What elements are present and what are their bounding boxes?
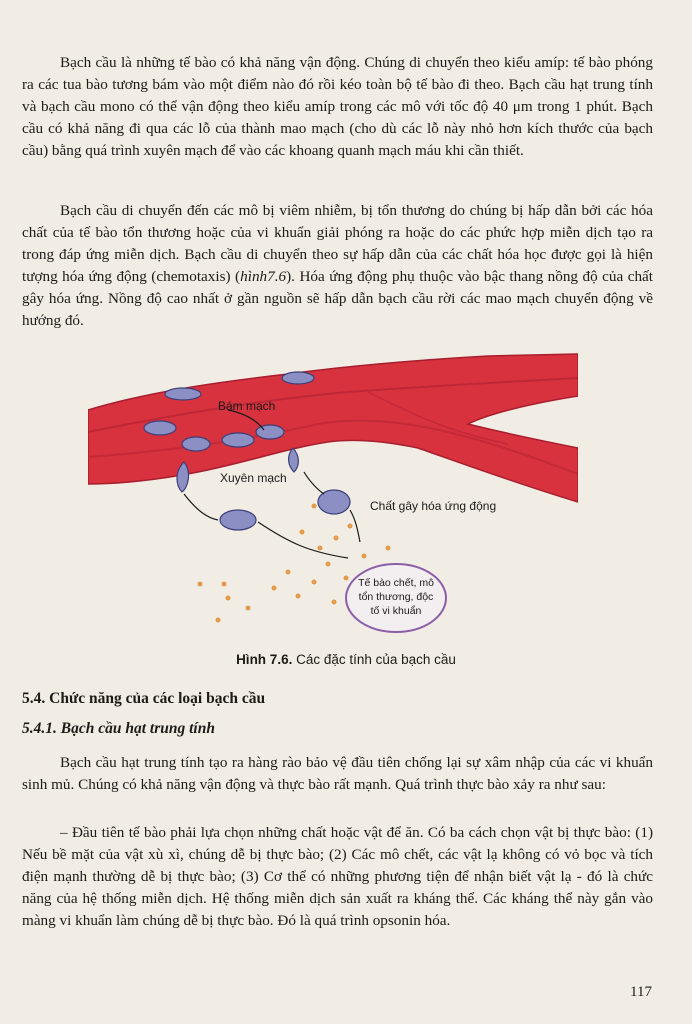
label-diapedesis: Xuyên mạch bbox=[220, 471, 287, 485]
paragraph-chemotaxis: Bạch cầu di chuyển đến các mô bị viêm nhiễm, bị tổn thương do chúng bị hấp dẫn bởi các hóa chất của tế bào tổn thương hoặc của vi khuẩn giải phóng ra hoặc do các phức hợp miễn dịch tạo ra trong đáp ứng miễn dịch. Bạch cầu di chuyển theo sự hấp dẫn của các chất hóa học được gọi là hiện tượng hóa ứng động (chemotaxis) (hình7.6). Hóa ứng động phụ thuộc vào bậc thang nồng độ của chất gây hóa ứng. Nồng độ cao nhất ở gần nguồn sẽ hấp dẫn bạch cầu rời các mao mạch chuyển động về hướng đó. bbox=[22, 202, 654, 329]
paragraph-neutrophil-intro: Bạch cầu hạt trung tính tạo ra hàng rào bảo vệ đầu tiên chống lại sự xâm nhập của các vi khuẩn sinh mủ. Chúng có khả năng vận động và thực bào rất mạnh. Quá trình thực bào xảy ra như sau: bbox=[22, 754, 653, 793]
paragraph-amoeboid-motion: Bạch cầu là những tế bào có khả năng vận động. Chúng di chuyển theo kiểu amíp: tế bào phóng ra các tua bào tương bám vào một điểm nào đó rồi kéo toàn bộ tế bào đi theo. Bạch cầu hạt trung tính và bạch cầu mono có thể vận động theo kiểu amíp trong các mô với tốc độ 40 μm trong 1 phút. Bạch cầu có khả năng đi qua các lỗ của thành mao mạch (cho dù các lỗ này nhỏ hơn kích thước của bạch cầu) bằng quá trình xuyên mạch để vào các khoang quanh mạch máu khi cần thiết. bbox=[22, 54, 653, 159]
label-target-line3: tố vi khuẩn bbox=[370, 605, 422, 617]
figure-reference: hình7.6 bbox=[240, 268, 287, 285]
page-number: 117 bbox=[630, 984, 652, 1000]
label-chemoattractant: Chất gây hóa ứng động bbox=[370, 499, 497, 513]
label-adhesion: Bám mạch bbox=[218, 399, 276, 413]
paragraph-phagocytosis-selection: – Đầu tiên tế bào phải lựa chọn những chất hoặc vật để ăn. Có ba cách chọn vật bị thực bào: (1) Nếu bề mặt của vật xù xì, chúng dễ bị thực bào; (2) Các mô chết, các vật lạ không có vỏ bọc và tích điện mạnh thường dễ bị thực bào; (3) Cơ thể có những phương tiện để nhận biết vật lạ - đó là chức năng của hệ thống miễn dịch. Hệ thống miễn dịch sản xuất ra kháng thể. Các kháng thể này gắn vào màng vi khuẩn làm chúng dễ bị thực bào. Đó là quá trình opsonin hóa. bbox=[22, 824, 653, 929]
figure-leukocyte-properties bbox=[88, 352, 578, 644]
label-target-line1: Tế bào chết, mô bbox=[358, 577, 434, 589]
subsection-heading: 5.4.1. Bạch cầu hạt trung tính bbox=[22, 720, 215, 737]
label-target-line2: tổn thương, độc bbox=[358, 591, 434, 603]
figure-caption: Hình 7.6. Các đặc tính của bạch cầu bbox=[236, 652, 456, 667]
section-heading: 5.4. Chức năng của các loại bạch cầu bbox=[22, 690, 266, 707]
